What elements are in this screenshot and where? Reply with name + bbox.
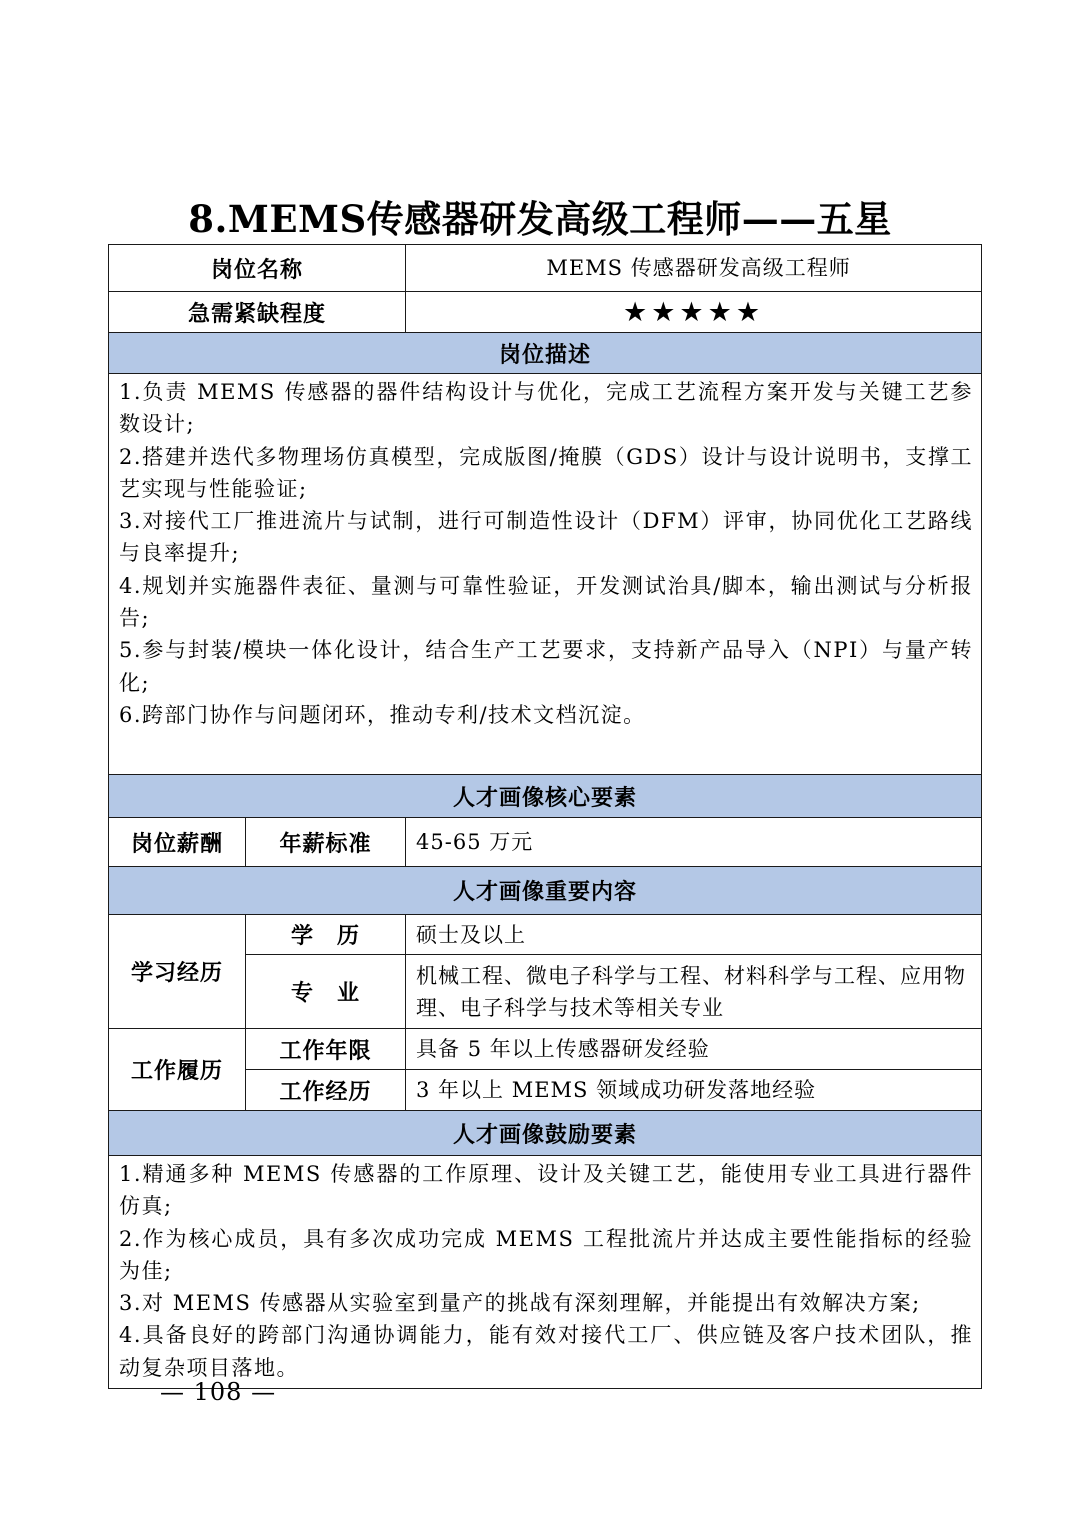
description-item: 3.对接代工厂推进流片与试制，进行可制造性设计（DFM）评审，协同优化工艺路线与良率提升; <box>119 509 974 566</box>
encourage-list <box>109 1156 982 1389</box>
description-header-row <box>109 333 982 374</box>
encourage-header-row <box>109 1111 982 1156</box>
core-header: 人才画像核心要素 <box>109 775 982 818</box>
degree-value: 硕士及以上 <box>406 915 982 955</box>
encourage-item: 1.精通多种 MEMS 传感器的工作原理、设计及关键工艺，能使用专业工具进行器件仿真; <box>119 1162 974 1219</box>
salary-label: 岗位薪酬 <box>109 818 246 867</box>
salary-value: 45-65 万元 <box>406 818 982 867</box>
page-number: — 108 — <box>160 1378 277 1406</box>
important-header-row <box>109 867 982 915</box>
encourage-item: 3.对 MEMS 传感器从实验室到量产的挑战有深刻理解，并能提出有效解决方案; <box>119 1291 921 1316</box>
description-item: 1.负责 MEMS 传感器的器件结构设计与优化，完成工艺流程方案开发与关键工艺参数设计; <box>119 380 974 437</box>
salary-row <box>109 818 982 867</box>
study-label: 学习经历 <box>109 915 246 1029</box>
salary-sub-label: 年薪标准 <box>246 818 406 867</box>
important-header: 人才画像重要内容 <box>109 867 982 915</box>
description-row <box>109 374 982 775</box>
degree-row <box>109 915 982 955</box>
job-name-value: MEMS 传感器研发高级工程师 <box>406 245 982 292</box>
encourage-row <box>109 1156 982 1389</box>
page-title: 8.MEMS传感器研发高级工程师——五星 <box>188 197 892 241</box>
job-name-label: 岗位名称 <box>109 245 406 292</box>
major-value: 机械工程、微电子科学与工程、材料科学与工程、应用物理、电子科学与技术等相关专业 <box>406 955 982 1029</box>
urgency-row <box>109 292 982 333</box>
urgency-stars: ★★★★★ <box>406 292 982 333</box>
experience-value: 3 年以上 MEMS 领域成功研发落地经验 <box>406 1070 982 1111</box>
encourage-header: 人才画像鼓励要素 <box>109 1111 982 1156</box>
encourage-item: 2.作为核心成员，具有多次成功完成 MEMS 工程批流片并达成主要性能指标的经验为佳; <box>119 1226 974 1283</box>
urgency-label: 急需紧缺程度 <box>109 292 406 333</box>
years-label: 工作年限 <box>246 1029 406 1070</box>
description-header: 岗位描述 <box>109 333 982 374</box>
degree-label: 学 历 <box>246 915 406 955</box>
description-item: 5.参与封装/模块一体化设计，结合生产工艺要求，支持新产品导入（NPI）与量产转化; <box>119 638 974 695</box>
description-item: 2.搭建并迭代多物理场仿真模型，完成版图/掩膜（GDS）设计与设计说明书，支撑工艺实现与性能验证; <box>119 444 974 501</box>
major-label: 专 业 <box>246 955 406 1029</box>
job-profile-table <box>108 244 982 1389</box>
description-item: 6.跨部门协作与问题闭环，推动专利/技术文档沉淀。 <box>119 702 646 727</box>
experience-label: 工作经历 <box>246 1070 406 1111</box>
description-item: 4.规划并实施器件表征、量测与可靠性验证，开发测试治具/脚本，输出测试与分析报告; <box>119 573 974 631</box>
core-header-row <box>109 775 982 818</box>
years-value: 具备 5 年以上传感器研发经验 <box>406 1029 982 1070</box>
years-row <box>109 1029 982 1070</box>
job-name-row <box>109 245 982 292</box>
work-label: 工作履历 <box>109 1029 246 1111</box>
description-list <box>109 374 982 775</box>
encourage-item: 4.具备良好的跨部门沟通协调能力，能有效对接代工厂、供应链及客户技术团队，推动复杂项目落地。 <box>119 1323 974 1380</box>
